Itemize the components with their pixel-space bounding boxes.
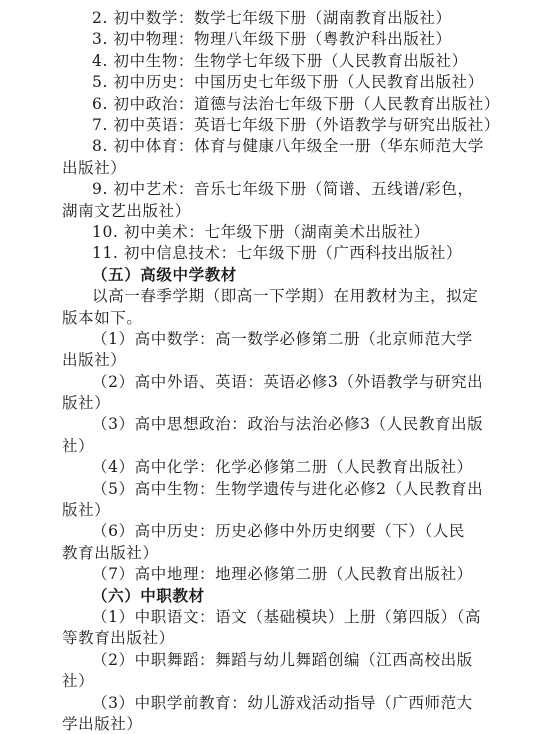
junior-item-art: 9. 初中艺术：音乐七年级下册（简谱、五线谱/彩色， — [92, 180, 474, 198]
junior-item-art-cont: 湖南文艺出版社） — [62, 202, 191, 220]
section-heading-vocational: （六）中职教材 — [92, 587, 205, 605]
senior-item-biology-cont: 版社） — [62, 501, 111, 519]
junior-item-math: 2. 初中数学：数学七年级下册（湖南教育出版社） — [92, 9, 452, 27]
junior-item-english: 7. 初中英语：英语七年级下册（外语教学与研究出版社） — [92, 116, 500, 134]
vocational-item-preschool-cont: 学出版社） — [62, 715, 143, 733]
senior-item-history: （6）高中历史：历史必修中外历史纲要（下）（人民 — [92, 522, 466, 540]
junior-item-history: 5. 初中历史：中国历史七年级下册（人民教育出版社） — [92, 73, 484, 91]
junior-item-fineart: 10. 初中美术：七年级下册（湖南美术出版社） — [92, 223, 430, 241]
vocational-item-preschool: （3）中职学前教育：幼儿游戏活动指导（广西师范大 — [92, 694, 473, 712]
junior-item-physics: 3. 初中物理：物理八年级下册（粤教沪科出版社） — [92, 30, 452, 48]
junior-item-it: 11. 初中信息技术：七年级下册（广西科技出版社） — [92, 244, 463, 262]
vocational-item-dance: （2）中职舞蹈：舞蹈与幼儿舞蹈创编（江西高校出版 — [92, 651, 473, 669]
senior-item-politics: （3）高中思想政治：政治与法治必修3（人民教育出版 — [92, 415, 484, 433]
senior-item-politics-cont: 社） — [62, 437, 95, 455]
junior-item-pe-cont: 出版社） — [62, 159, 127, 177]
senior-intro-line-2: 版本如下。 — [62, 309, 143, 327]
section-heading-senior: （五）高级中学教材 — [92, 266, 237, 284]
junior-item-biology: 4. 初中生物：生物学七年级下册（人民教育出版社） — [92, 52, 468, 70]
senior-item-math: （1）高中数学：高一数学必修第二册（北京师范大学 — [92, 330, 473, 348]
senior-item-history-cont: 教育出版社） — [62, 544, 159, 562]
junior-item-pe: 8. 初中体育：体育与健康八年级全一册（华东师范大学 — [92, 137, 484, 155]
senior-item-english: （2）高中外语、英语：英语必修3（外语教学与研究出 — [92, 373, 484, 391]
senior-item-english-cont: 版社） — [62, 394, 111, 412]
vocational-item-dance-cont: 社） — [62, 672, 95, 690]
senior-item-chemistry: （4）高中化学：化学必修第二册（人民教育出版社） — [92, 458, 473, 476]
junior-item-politics: 6. 初中政治：道德与法治七年级下册（人民教育出版社） — [92, 95, 500, 113]
senior-intro-line-1: 以高一春季学期（即高一下学期）在用教材为主，拟定 — [92, 287, 479, 305]
vocational-item-chinese: （1）中职语文：语文（基础模块）上册（第四版）（高 — [92, 608, 482, 626]
senior-item-biology: （5）高中生物：生物学遗传与进化必修2（人民教育出 — [92, 480, 484, 498]
senior-item-math-cont: 出版社） — [62, 351, 127, 369]
senior-item-geography: （7）高中地理：地理必修第二册（人民教育出版社） — [92, 565, 473, 583]
vocational-item-chinese-cont: 等教育出版社） — [62, 629, 175, 647]
